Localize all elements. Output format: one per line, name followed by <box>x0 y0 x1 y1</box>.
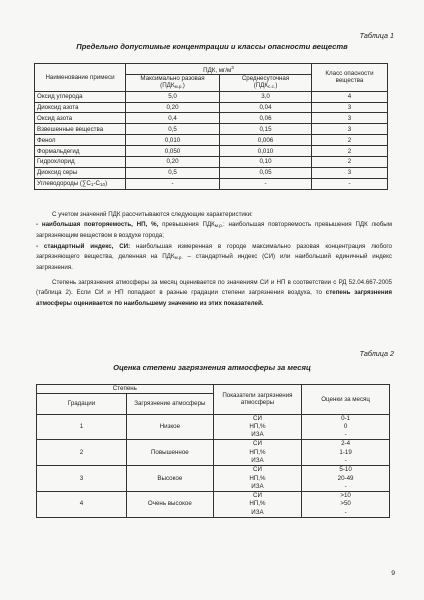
cell-avg: - <box>220 178 312 189</box>
cell-avg: 3,0 <box>220 91 312 102</box>
indicator-label: НП,% <box>249 422 266 430</box>
estimate-value: 5-10 <box>339 466 352 474</box>
cell-max: - <box>126 178 220 189</box>
cell-grade: 4 <box>37 492 127 518</box>
indicator-label: СИ <box>252 466 262 474</box>
cell-cls: - <box>312 178 388 189</box>
table-row <box>35 124 388 135</box>
table-row <box>35 102 388 113</box>
cell-cls: 3 <box>312 124 388 135</box>
body-text <box>36 210 392 309</box>
cell-estimates <box>302 492 390 518</box>
header-pdk: ПДК, $мг/м^3$ <box>126 64 312 75</box>
cell-cls: 3 <box>312 167 388 178</box>
cell-cls: 3 <box>312 102 388 113</box>
estimate-value: - <box>344 431 347 439</box>
cell-name: Гидрохлорид <box>35 156 126 167</box>
cell-estimates <box>302 414 390 440</box>
cell-name: Диоксид серы <box>35 167 126 178</box>
cell-name: Диоксид азота <box>35 102 126 113</box>
paragraph-np: - наибольшая повторяемость, НП, %, превышения $ПДК_{м.р.}$: наибольшая повторяемость превышения ПДК любым загрязняющим веществом в воздухе города; <box>36 221 392 240</box>
cell-avg: 0,06 <box>220 113 312 124</box>
cell-cls: 2 <box>312 156 388 167</box>
table-row <box>35 146 388 157</box>
paragraph-assessment: Степень загрязнения атмосферы за месяц оценивается по значениям СИ и НП в соответствии с РД 52.04.667-2005 (таблица 2). Если СИ и НП попадают в разные градации степени загрязнения воздуха, то степень загрязнения атмосферы оценивается по наибольшему значению из этих показателей. <box>36 279 393 307</box>
cell-max: 0,20 <box>126 102 220 113</box>
cell-name: Углеводороды $(\sum C_1-C_{10})$ <box>35 178 126 189</box>
cell-grade: 3 <box>37 466 127 492</box>
cell-level: Низкое <box>127 414 214 440</box>
cell-estimates <box>302 440 390 466</box>
table1-caption: Таблица 1 <box>359 31 394 40</box>
indicator-label: СИ <box>252 440 262 448</box>
cell-level: Очень высокое <box>127 492 214 518</box>
header-estimates: Оценки за месяц <box>302 385 390 415</box>
cell-avg: 0,006 <box>220 135 312 146</box>
cell-avg: 0,15 <box>220 124 312 135</box>
table-row <box>35 167 388 178</box>
cell-cls: 2 <box>312 135 388 146</box>
header-name: Наименование примеси <box>35 64 126 92</box>
cell-cls: 2 <box>312 146 388 157</box>
indicator-label: НП,% <box>249 474 266 482</box>
indicator-label: СИ <box>252 492 262 500</box>
table-row <box>37 492 390 518</box>
table2-caption: Таблица 2 <box>359 349 394 358</box>
cell-avg: 0,010 <box>220 146 312 157</box>
estimate-value: 1-19 <box>339 448 352 456</box>
table2 <box>36 384 390 518</box>
indicator-label: СИ <box>252 414 262 422</box>
cell-avg: 0,04 <box>220 102 312 113</box>
page-number: 9 <box>391 570 395 577</box>
table-row <box>35 91 388 102</box>
cell-indicators <box>213 440 301 466</box>
header-degree: Степень <box>37 385 214 394</box>
cell-grade: 1 <box>37 414 127 440</box>
cell-level: Высокое <box>127 466 214 492</box>
table-row <box>35 178 388 189</box>
header-class: Класс опасности вещества <box>312 64 388 92</box>
cell-grade: 2 <box>37 440 127 466</box>
cell-cls: 3 <box>312 113 388 124</box>
table-row <box>37 440 390 466</box>
table2-body <box>37 414 390 518</box>
indicator-label: ИЗА <box>251 456 264 464</box>
table-row <box>35 135 388 146</box>
cell-indicators <box>213 414 301 440</box>
cell-avg: 0,10 <box>220 156 312 167</box>
header-max: Максимально разовая $(ПДК_{м.р.})$ <box>126 75 220 91</box>
cell-max: 0,050 <box>126 146 220 157</box>
table2-title: Оценка степени загрязнения атмосферы за месяц <box>113 363 311 372</box>
estimate-value: >50 <box>340 500 351 508</box>
cell-name: Оксид углерода <box>35 91 126 102</box>
table-row <box>35 113 388 124</box>
cell-name: Оксид азота <box>35 113 126 124</box>
table-row <box>37 466 390 492</box>
table1-body <box>35 91 388 189</box>
cell-name: Взвешенные вещества <box>35 124 126 135</box>
table-row <box>35 156 388 167</box>
table1 <box>34 63 388 190</box>
estimate-value: 0 <box>343 422 348 430</box>
cell-name: Формальдегид <box>35 146 126 157</box>
cell-max: 0,010 <box>126 135 220 146</box>
header-avg: Среднесуточная $(ПДК_{с.с.})$ <box>220 75 312 91</box>
table1-title: Предельно допустимые концентрации и классы опасности веществ <box>76 42 348 51</box>
cell-indicators <box>213 492 301 518</box>
estimate-value: 20-49 <box>337 474 354 482</box>
paragraph-si: - стандартный индекс, СИ: наибольшая измеренная в городе максимально разовая концентрация любого загрязняющего вещества, деленная на $ПДК_{м.р.}$ – стандартный индекс (СИ) или наибольший единичный индекс загрязнения. <box>36 242 392 272</box>
cell-max: 5,0 <box>126 91 220 102</box>
header-gradation: Градации <box>37 393 127 414</box>
estimate-value: 2-4 <box>341 440 351 448</box>
indicator-label: НП,% <box>249 448 266 456</box>
indicator-label: ИЗА <box>251 431 264 439</box>
cell-max: 0,5 <box>126 124 220 135</box>
paragraph-intro: С учетом значений ПДК рассчитываются следующие характеристики: <box>52 211 253 218</box>
estimate-value: 0-1 <box>341 414 351 422</box>
cell-level: Повышенное <box>127 440 214 466</box>
cell-cls: 4 <box>312 91 388 102</box>
estimate-value: >10 <box>340 492 351 500</box>
cell-max: 0,20 <box>126 156 220 167</box>
cell-max: 0,4 <box>126 113 220 124</box>
indicator-label: ИЗА <box>251 482 264 490</box>
cell-max: 0,5 <box>126 167 220 178</box>
estimate-value: - <box>344 482 347 490</box>
cell-name: Фенол <box>35 135 126 146</box>
indicator-label: НП,% <box>249 500 266 508</box>
header-indicators: Показатели загрязнения атмосферы <box>213 385 301 415</box>
cell-avg: 0,05 <box>220 167 312 178</box>
table-row <box>37 414 390 440</box>
estimate-value: - <box>344 456 347 464</box>
header-pollution: Загрязнение атмосферы <box>127 393 214 414</box>
cell-indicators <box>213 466 301 492</box>
cell-estimates <box>302 466 390 492</box>
estimate-value: - <box>344 508 347 516</box>
indicator-label: ИЗА <box>251 508 264 516</box>
